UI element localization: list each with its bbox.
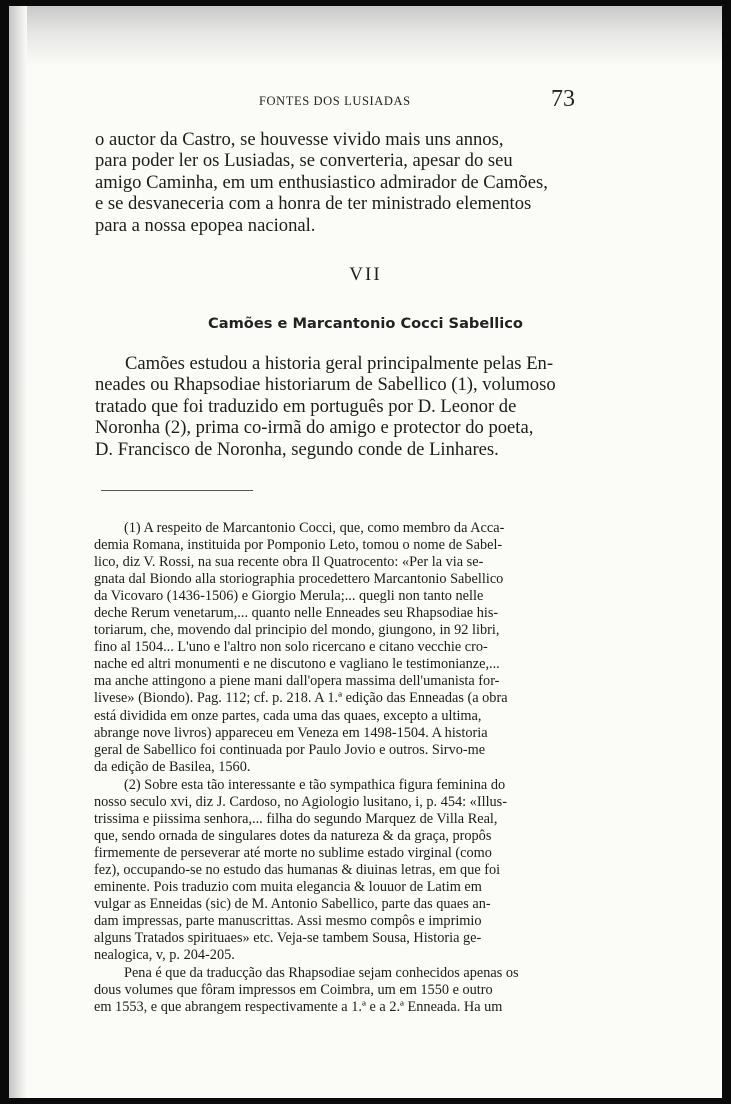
- footnote-line: demia Romana, instituida por Pomponio Leto, tomou o nome de Sabel-: [94, 537, 503, 554]
- footnote-line: geral de Sabellico foi continuada por Paulo Jovio e outros. Sirvo-me: [94, 741, 486, 758]
- text-line: Camões estudou a historia geral principalmente pelas En-: [125, 353, 554, 374]
- section-heading: Camões e Marcantonio Cocci Sabellico: [208, 315, 523, 332]
- scan-shadow-left: [9, 6, 27, 1098]
- footnote-line: toriarum, che, movendo dal principio del mondo, giungono, in 92 libri,: [94, 622, 500, 639]
- scan-shadow-top: [9, 6, 722, 66]
- footnote-line: livese» (Biondo). Pag. 112; cf. p. 218. A 1.ª edição das Enneadas (a obra: [94, 690, 508, 707]
- footnote-separator: [101, 490, 253, 491]
- footnote-line: da Vicovaro (1436-1506) e Giorgio Merula;... quegli non tanto nelle: [94, 588, 484, 605]
- footnote-line: dam impressas, parte manuscrittas. Assi mesmo compôs e imprimio: [94, 913, 482, 930]
- footnote-line: fez), occupando-se no estudo das humanas & diuinas letras, em que foi: [94, 861, 501, 878]
- text-line: o auctor da Castro, se houvesse vivido mais uns annos,: [95, 129, 504, 150]
- footnote-line: fino al 1504... L'uno e l'altro non solo ricercano e citano vecchie cro-: [94, 639, 488, 656]
- footnote-line: em 1553, e que abrangem respectivamente a 1.ª e a 2.ª Enneada. Ha um: [94, 999, 503, 1016]
- main-paragraph: [95, 353, 581, 460]
- text-line: para a nossa epopea nacional.: [95, 214, 316, 236]
- footnote-line: vulgar as Enneidas (sic) de M. Antonio Sabellico, parte das quaes an-: [94, 896, 491, 913]
- footnote-line: está dividida em onze partes, cada uma das quaes, excepto a ultima,: [94, 707, 482, 724]
- running-title: FONTES DOS LUSIADAS: [259, 94, 411, 108]
- footnote-line: nosso seculo xvi, diz J. Cardoso, no Agiologio lusitano, i, p. 454: «Illus-: [94, 793, 508, 810]
- footnote-line: nealogica, v, p. 204-205.: [94, 947, 235, 964]
- footnote-line: deche Rerum venetarum,... quanto nelle Enneades seu Rhapsodiae his-: [94, 605, 499, 622]
- intro-paragraph: [95, 129, 581, 236]
- footnote-line: dous volumes que fôram impressos em Coimbra, um em 1550 e outro: [94, 982, 493, 999]
- footnote-line: ma anche attingono a piene mani dall'opera massima dell'umanista for-: [94, 673, 500, 690]
- page-number: 73: [551, 86, 575, 112]
- text-line: e se desvaneceria com a honra de ter ministrado elementos: [95, 193, 532, 215]
- footnote-line: Pena é que da traducção das Rhapsodiae sejam conhecidos apenas os: [124, 965, 519, 982]
- text-line: para poder ler os Lusiadas, se converteria, apesar do seu: [95, 150, 513, 172]
- footnote-line: que, sendo ornada de singulares dotes da natureza & da graça, propôs: [94, 827, 492, 844]
- footnote-line: alguns Tratados spirituaes» etc. Veja-se tambem Sousa, Historia ge-: [94, 930, 482, 947]
- footnote-line: eminente. Pois traduzio com muita elegancia & louuor de Latim em: [94, 878, 482, 895]
- text-line: D. Francisco de Noronha, segundo conde de Linhares.: [95, 438, 499, 460]
- footnote-line: nache ed altri monumenti e ne discutono e vagliano le testimonianze,...: [94, 656, 500, 673]
- text-line: Noronha (2), prima co-irmã do amigo e protector do poeta,: [95, 417, 534, 439]
- book-page: [9, 6, 722, 1098]
- footnote-line: (2) Sobre esta tão interessante e tão sympathica figura feminina do: [124, 776, 506, 793]
- section-numeral: VII: [349, 264, 382, 285]
- footnote-line: abrange nove livros) appareceu em Veneza em 1498-1504. A historia: [94, 724, 488, 741]
- footnotes: [94, 520, 584, 1016]
- footnote-line: lico, diz V. Rossi, na sua recente obra Il Quatrocento: «Per la via se-: [94, 554, 484, 571]
- footnote-line: firmemente de perseverar até morte no sublime estado virginal (como: [94, 844, 492, 861]
- footnote-line: gnata dal Biondo alla storiographia procedettero Marcantonio Sabellico: [94, 571, 504, 588]
- text-line: amigo Caminha, em um enthusiastico admirador de Camões,: [95, 171, 548, 193]
- footnote-line: da edição de Basilea, 1560.: [94, 758, 251, 775]
- footnote-line: (1) A respeito de Marcantonio Cocci, que, como membro da Acca-: [124, 520, 505, 536]
- text-line: tratado que foi traduzido em português por D. Leonor de: [95, 395, 517, 417]
- text-line: neades ou Rhapsodiae historiarum de Sabellico (1), volumoso: [95, 374, 556, 396]
- footnote-line: trissima e piissima senhora,... filha do segundo Marquez de Villa Real,: [94, 810, 498, 827]
